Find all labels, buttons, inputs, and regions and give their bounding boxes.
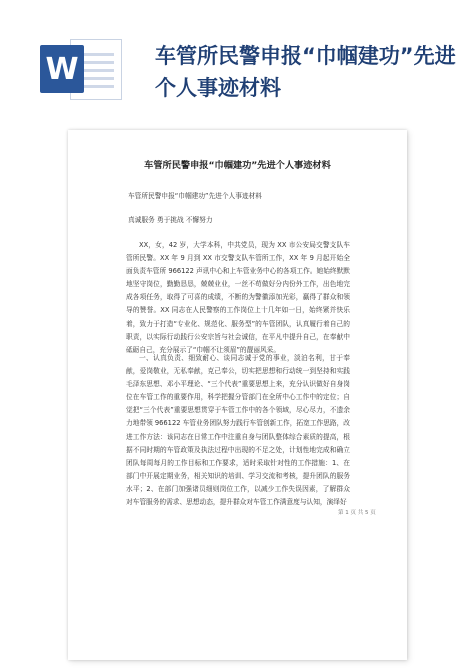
document-motto: 真诚服务 勇于挑战 不懈努力	[128, 216, 213, 224]
page-number: 第 1 页 共 5 页	[338, 510, 376, 516]
word-logo-tile: W	[40, 45, 84, 93]
body-paragraph: XX，女，42 岁，大学本科，中共党员，现为 XX 市公安局交警支队车管所民警。XX 年 9 月到 XX 市交警支队车管所工作，XX 年 9 月起开始全面负责车管所 966122 声讯中心和上车管业务中心的各项工作。她始终默默地坚守岗位，勤勤恳恳，兢兢业业，一丝不苟做好分内份外工作，出色地完成各项任务，取得了可喜的成绩，不断的为警徽添加光彩，赢得了群众和领导的赞誉。XX 同志在人民警察的工作岗位上十几年如一日，始终紧并快乐着，致力于打造“专业化、规范化、服务型”的车管团队，认真履行着自己的职责，以实际行动践行公安宗旨与社会诚信，在平凡中提升自己，在奉献中砥砺自己，充分展示了“巾帼不让须眉”的靓丽风采。	[126, 241, 350, 354]
preview-header	[0, 0, 474, 118]
body-paragraph: 一、认真负责、细致耐心、谈同志诚于党的事业，淡泊名利，甘于奉献，爱岗敬业，无私奉献，克己奉公，切实把思想和行动统一到坚持和实践毛泽东思想、邓小平理论、“三个代表”重要思想上来，充分认识做好自身岗位在车管工作的重要作用，科学把握分管部门在全所中心工作中的定位；自觉把“三个代表”重要思想贯穿于车管工作中的各个领域，尽心尽力，不遗余力地带领 966122 车管业务团队努力践行车管创新工作，拓宽工作思路，改进工作方法：该同志在日常工作中注重自身与团队整体综合素质的提高，根据不同时期的车管政策及执法过程中出现的不足之处，计划性地完成和确立团队每周每月的工作目标和工作要求，适时采取针对性的工作措施：1、在部门中开展定期业务，相关知识的培训、学习交流和考核，提升团队的服务水平；2、在部门加强诸员细则岗位工作，以减少工作失误因素，了解群众对车管服务的需求、思想动态，提升群众对车管工作满意度与认知，演绎好	[126, 354, 350, 507]
document-page	[68, 130, 407, 660]
page-title: 车管所民警申报“巾帼建功”先进个人事迹材料	[155, 44, 456, 100]
document-title: 车管所民警申报“巾帼建功”先进个人事迹材料	[144, 160, 331, 171]
document-subtitle: 车管所民警申报“巾帼建功”先进个人事迹材料	[128, 192, 262, 200]
word-document-icon	[40, 39, 128, 100]
